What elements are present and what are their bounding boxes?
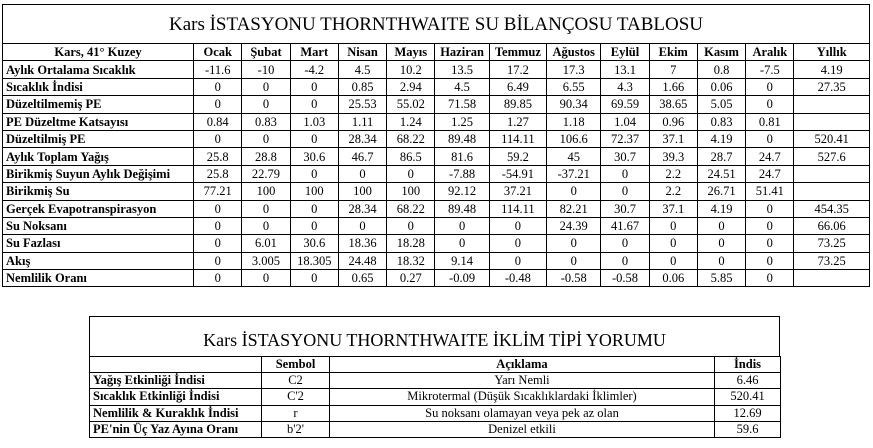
table-cell: 0 [242,270,290,287]
table-cell: 6.01 [242,235,290,252]
row-label: Birikmiş Su [3,183,194,200]
table-cell: 0.27 [387,270,435,287]
table-cell: 25.8 [194,165,242,182]
table-cell: 26.71 [697,183,745,200]
table-cell: 0 [387,217,435,234]
table-cell: 0 [290,96,338,113]
table-cell: 1.03 [290,113,338,130]
table-row [90,373,781,389]
table-cell: 2.94 [387,78,435,95]
table-cell: 0 [697,217,745,234]
table-row [3,235,870,252]
column-header: Sembol [262,357,330,373]
column-header: Eylül [601,44,649,61]
row-label: Nemlilik Oranı [3,270,194,287]
table-cell: 22.79 [242,165,290,182]
table-cell: 28.8 [242,148,290,165]
table-cell: 1.66 [649,78,697,95]
table-cell: 2.2 [649,165,697,182]
table-cell: 100 [387,183,435,200]
table-cell: 4.5 [338,61,386,78]
table-cell: 7 [649,61,697,78]
table-cell: 0 [601,165,649,182]
column-header: Yıllık [794,44,870,61]
table-cell: 4.5 [435,78,489,95]
table-cell: 0 [547,183,601,200]
table-cell: 0 [194,78,242,95]
table-cell: 55.02 [387,96,435,113]
table-cell [794,113,870,130]
table-cell: -7.5 [746,61,794,78]
row-label: Sıcaklık Etkinliği İndisi [90,389,262,405]
row-label: Düzeltilmiş PE [3,130,194,147]
table-cell: 17.2 [489,61,546,78]
table-cell: 0 [746,270,794,287]
table-cell: 10.2 [387,61,435,78]
table-cell [794,270,870,287]
table-cell: 0 [697,252,745,269]
table-cell: 4.19 [697,200,745,217]
table-cell: 0 [746,130,794,147]
table-cell: 114.11 [489,200,546,217]
column-header: Açıklama [330,357,715,373]
table-cell: 59.6 [715,421,781,437]
table-cell: 0.83 [242,113,290,130]
row-label: Aylık Ortalama Sıcaklık [3,61,194,78]
table-cell: b'2' [262,421,330,437]
table-cell: 28.34 [338,130,386,147]
table-cell: 100 [338,183,386,200]
column-header: Ağustos [547,44,601,61]
table-cell: 0 [601,252,649,269]
column-header: Ocak [194,44,242,61]
table-cell: 4.3 [601,78,649,95]
row-label: Yağış Etkinliği İndisi [90,373,262,389]
table-cell: 18.28 [387,235,435,252]
table-cell: C2 [262,373,330,389]
water-balance-table [2,43,870,287]
table-cell: 0 [290,78,338,95]
climate-type-table-section [89,316,780,438]
table-cell: 0 [435,217,489,234]
row-label: Su Fazlası [3,235,194,252]
table-cell: 13.1 [601,61,649,78]
table-cell: 81.6 [435,148,489,165]
table-cell: 0 [489,217,546,234]
table-cell: -0.09 [435,270,489,287]
table-cell: 77.21 [194,183,242,200]
table-cell: 0 [387,165,435,182]
table-cell: 106.6 [547,130,601,147]
table-cell: 38.65 [649,96,697,113]
table-cell: 17.3 [547,61,601,78]
table-header-row [3,44,870,61]
table-row [3,113,870,130]
table-cell: 18.305 [290,252,338,269]
table-cell: 24.51 [697,165,745,182]
table-cell: 24.7 [746,165,794,182]
row-label: Birikmiş Suyun Aylık Değişimi [3,165,194,182]
table-cell: Su noksanı olamayan veya pek az olan [330,405,715,421]
table-cell: 69.59 [601,96,649,113]
column-header: İndis [715,357,781,373]
table-row [3,78,870,95]
table-cell: 0.06 [649,270,697,287]
row-label: Sıcaklık İndisi [3,78,194,95]
table-cell: 0 [697,235,745,252]
table-cell: 6.46 [715,373,781,389]
table-cell: -0.58 [601,270,649,287]
row-label: Su Noksanı [3,217,194,234]
table-cell: 0 [194,270,242,287]
table-row [3,270,870,287]
climate-type-table [89,356,781,438]
table-row [3,61,870,78]
table-cell: 30.7 [601,148,649,165]
table-cell: 5.05 [697,96,745,113]
table-cell [794,165,870,182]
table-cell: 520.41 [794,130,870,147]
table-cell: 24.48 [338,252,386,269]
table-cell: 0 [547,252,601,269]
row-label: Akış [3,252,194,269]
table-cell: 0 [489,252,546,269]
row-label: Nemlilik & Kuraklık İndisi [90,405,262,421]
table-cell: 0 [338,165,386,182]
table-cell: 2.2 [649,183,697,200]
table-cell: 73.25 [794,252,870,269]
table-cell: 30.7 [601,200,649,217]
table-cell: Denizel etkili [330,421,715,437]
table-cell: 90.34 [547,96,601,113]
table-cell: 1.27 [489,113,546,130]
table-cell: 0 [746,217,794,234]
table-cell: 0 [194,252,242,269]
table-row [90,405,781,421]
table-cell: 100 [242,183,290,200]
table-cell: 1.25 [435,113,489,130]
table-cell: 0.81 [746,113,794,130]
table-cell: 25.8 [194,148,242,165]
table-cell: -0.48 [489,270,546,287]
table-cell: 1.24 [387,113,435,130]
table-cell: 0.06 [697,78,745,95]
table-cell: 0 [194,217,242,234]
table-cell: -7.88 [435,165,489,182]
table-cell: C'2 [262,389,330,405]
table-cell: 0 [338,217,386,234]
table-cell [794,183,870,200]
table-row [90,389,781,405]
table-cell: 89.48 [435,130,489,147]
table-cell: 0 [290,270,338,287]
table-cell: 6.49 [489,78,546,95]
table-cell: 13.5 [435,61,489,78]
table-cell: 92.12 [435,183,489,200]
table-row [3,217,870,234]
table-cell [794,96,870,113]
row-label: Aylık Toplam Yağış [3,148,194,165]
table-cell: 0.84 [194,113,242,130]
row-label: PE'nin Üç Yaz Ayına Oranı [90,421,262,437]
table-cell: 100 [290,183,338,200]
table-cell: 0 [242,200,290,217]
table-row [90,421,781,437]
table-cell: 0 [746,96,794,113]
column-header: Nisan [338,44,386,61]
table-cell: r [262,405,330,421]
table-cell: 0 [746,252,794,269]
column-header: Haziran [435,44,489,61]
table-cell: 4.19 [794,61,870,78]
table-cell: 0 [601,183,649,200]
column-header: Kasım [697,44,745,61]
table-cell: 0 [242,130,290,147]
table-cell: 9.14 [435,252,489,269]
table-cell: 27.35 [794,78,870,95]
table-cell: 18.36 [338,235,386,252]
table-cell: 0.8 [697,61,745,78]
row-label: Gerçek Evapotranspirasyon [3,200,194,217]
table-cell: 0 [290,130,338,147]
table-cell: 45 [547,148,601,165]
table-cell: 89.85 [489,96,546,113]
column-header: Kars, 41° Kuzey [3,44,194,61]
table-cell: 0 [746,235,794,252]
table-cell: 0.83 [697,113,745,130]
column-header: Şubat [242,44,290,61]
table-cell: 0 [290,217,338,234]
table-row [3,200,870,217]
table-cell: 1.04 [601,113,649,130]
table-cell: 51.41 [746,183,794,200]
table-cell: 0 [489,235,546,252]
climate-type-title: Kars İSTASYONU THORNTHWAITE İKLİM TİPİ YORUMU [89,316,780,356]
table-cell: 454.35 [794,200,870,217]
table-cell: 72.37 [601,130,649,147]
column-header: Mayıs [387,44,435,61]
table-cell: 68.22 [387,130,435,147]
table-cell: 24.7 [746,148,794,165]
table-cell: 0 [746,200,794,217]
table-cell: 0 [649,252,697,269]
table-cell: 0 [435,235,489,252]
table-row [3,148,870,165]
table-cell: -54.91 [489,165,546,182]
table-cell: Yarı Nemli [330,373,715,389]
column-header: Mart [290,44,338,61]
table-row [3,130,870,147]
table-cell: 46.7 [338,148,386,165]
table-cell: 18.32 [387,252,435,269]
table-cell: -4.2 [290,61,338,78]
column-header: Temmuz [489,44,546,61]
table-cell: 39.3 [649,148,697,165]
table-cell: -37.21 [547,165,601,182]
table-cell: 82.21 [547,200,601,217]
table-row [3,165,870,182]
water-balance-table-section [2,4,870,287]
table-cell: 0.96 [649,113,697,130]
table-cell: 28.34 [338,200,386,217]
table-cell: 3.005 [242,252,290,269]
table-cell: 73.25 [794,235,870,252]
table-cell: 37.1 [649,130,697,147]
table-cell: 0.85 [338,78,386,95]
table-cell: 0 [242,78,290,95]
column-header: Ekim [649,44,697,61]
table-cell: 0 [194,130,242,147]
table-cell: 24.39 [547,217,601,234]
table-cell: 86.5 [387,148,435,165]
table-cell: Mikrotermal (Düşük Sıcaklıklardaki İklimler) [330,389,715,405]
table-cell: 0 [649,217,697,234]
table-cell: -10 [242,61,290,78]
table-cell: 114.11 [489,130,546,147]
table-cell: 12.69 [715,405,781,421]
table-cell: 0 [242,96,290,113]
table-cell: -0.58 [547,270,601,287]
table-cell: 37.1 [649,200,697,217]
table-cell: 0 [194,235,242,252]
table-cell: 0 [290,200,338,217]
table-cell: 0 [194,200,242,217]
table-cell: 25.53 [338,96,386,113]
table-cell: 66.06 [794,217,870,234]
table-cell: 0 [547,235,601,252]
row-label: Düzeltilmemiş PE [3,96,194,113]
table-cell: 89.48 [435,200,489,217]
table-cell: 37.21 [489,183,546,200]
table-cell: 0 [601,235,649,252]
table-cell: 527.6 [794,148,870,165]
table-header-row [90,357,781,373]
table-cell: 41.67 [601,217,649,234]
table-cell: 30.6 [290,148,338,165]
table-row [3,183,870,200]
table-cell: 28.7 [697,148,745,165]
table-cell: 0 [194,96,242,113]
table-cell: 6.55 [547,78,601,95]
water-balance-title: Kars İSTASYONU THORNTHWAITE SU BİLANÇOSU TABLOSU [2,4,870,43]
row-label: PE Düzeltme Katsayısı [3,113,194,130]
table-cell: 71.58 [435,96,489,113]
table-cell: 520.41 [715,389,781,405]
table-cell: 1.11 [338,113,386,130]
table-cell: 59.2 [489,148,546,165]
table-cell: 0 [290,165,338,182]
table-cell: 30.6 [290,235,338,252]
column-header: Aralık [746,44,794,61]
table-cell: 0 [649,235,697,252]
table-cell: 0.65 [338,270,386,287]
table-cell: 1.18 [547,113,601,130]
table-cell: 4.19 [697,130,745,147]
table-row [3,252,870,269]
column-header [90,357,262,373]
table-cell: 68.22 [387,200,435,217]
table-row [3,96,870,113]
table-cell: -11.6 [194,61,242,78]
table-cell: 5.85 [697,270,745,287]
table-cell: 0 [746,78,794,95]
table-cell: 0 [242,217,290,234]
